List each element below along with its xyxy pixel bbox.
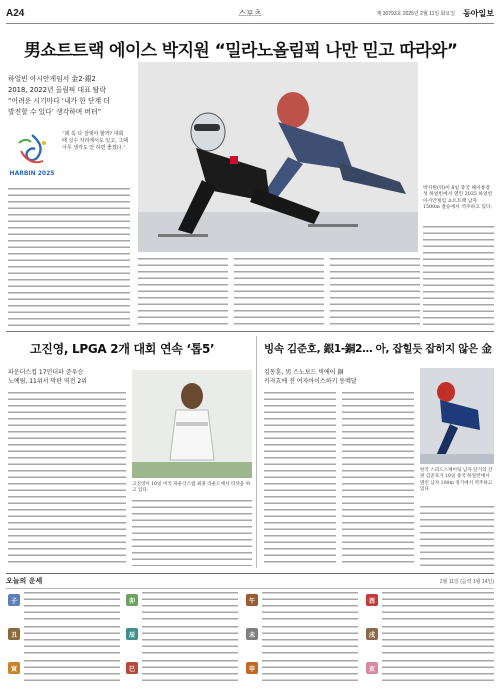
speed-body-col-2	[342, 392, 414, 566]
zodiac-dog-icon: 戌	[366, 628, 378, 640]
horoscope-text-12	[382, 660, 494, 686]
lpga-headline: 고진영, LPGA 2개 대회 연속 ‘톱5’	[30, 342, 215, 356]
horoscope-text-3	[24, 660, 120, 686]
main-headline: 男쇼트트랙 에이스 박지원 “밀라노올림픽 나만 믿고 따라와”	[24, 41, 458, 61]
pull-quote: “왜 꼭 다 잘돼야 할까? 대회 때 실수 자리에서도 있고, 그때 아무 생각도 안 하면 좋겠다.”	[62, 131, 128, 151]
horoscope-text-10	[382, 592, 494, 622]
emblem-text: HARBIN 2025	[9, 170, 55, 177]
subheads	[8, 74, 132, 118]
horoscope-text-9	[262, 660, 358, 686]
zodiac-rooster-icon: 酉	[366, 594, 378, 606]
kicker-line: 파운더스컵 17언더파 준우승	[8, 369, 84, 376]
speed-body-col-3	[420, 506, 494, 566]
lpga-photo-caption: 고진영이 10일 미국 파운더스컵 최종 라운드에서 티샷을 하고 있다.	[132, 482, 251, 494]
subhead-line: 발전할 수 있다’ 생각하며 버텨”	[8, 108, 102, 116]
main-photo-short-track	[138, 62, 418, 252]
masthead	[6, 3, 494, 24]
harbin-2025-emblem-icon	[9, 131, 55, 181]
zodiac-snake-icon: 巳	[126, 662, 138, 674]
speed-skating-kicker	[264, 368, 414, 386]
issue-info: 제 30793호 2025년 2월 11일 화요일	[376, 10, 456, 17]
speed-skater-illustration	[420, 368, 494, 464]
zodiac-ox-icon: 丑	[8, 628, 20, 640]
subhead-line: 하얼빈 아시안게임서 金2·銀2	[8, 75, 96, 83]
issue-info-group	[376, 8, 494, 19]
section-divider	[6, 331, 494, 332]
horoscope-text-8	[262, 626, 358, 656]
zodiac-rat-icon: 子	[8, 594, 20, 606]
lpga-body-col-1	[8, 392, 126, 566]
body-text-col-1	[8, 188, 130, 326]
speed-skating-photo	[420, 368, 494, 464]
kicker-line: 카자흐에 진 여자아이스하키 동메달	[264, 378, 357, 385]
horoscope-title: 오늘의 운세	[6, 577, 43, 585]
lpga-photo	[132, 370, 252, 478]
lpga-body-col-2	[132, 500, 252, 566]
lpga-kicker	[8, 368, 138, 386]
horoscope-date: 2월 11일 (음력 1월 14일)	[439, 578, 494, 585]
subhead-line: “어려운 시기마다 ‘내가 한 단계 더	[8, 97, 110, 105]
body-text-col-4	[330, 258, 420, 326]
zodiac-sheep-icon: 未	[246, 628, 258, 640]
zodiac-dragon-icon: 辰	[126, 628, 138, 640]
zodiac-pig-icon: 亥	[366, 662, 378, 674]
horoscope-text-2	[24, 626, 120, 656]
newspaper-logo: 동아일보	[463, 8, 494, 18]
horoscope-header	[6, 573, 494, 589]
horoscope-text-6	[142, 660, 238, 686]
speed-skating-headline: 빙속 김준호, 銀1-銅2… 아, 잡힐듯 잡히지 않은 金	[264, 343, 492, 355]
page-number: A24	[6, 7, 25, 19]
horoscope-text-1	[24, 592, 120, 622]
main-photo-caption: 박지원(뒤)이 8일 중국 헤이룽장성 하얼빈에서 열린 2025 하얼빈 아시안게임 쇼트트랙 남자 1500m 결승에서 역주하고 있다.	[423, 186, 493, 211]
body-text-col-3	[234, 258, 324, 326]
zodiac-horse-icon: 午	[246, 594, 258, 606]
subhead-line: 2018, 2022년 올림픽 대표 탈락	[8, 86, 106, 94]
column-divider	[256, 336, 257, 568]
skaters-illustration	[138, 62, 418, 252]
golfer-illustration	[132, 370, 252, 478]
zodiac-monkey-icon: 申	[246, 662, 258, 674]
body-text-col-2	[138, 258, 228, 326]
zodiac-tiger-icon: 寅	[8, 662, 20, 674]
speed-skating-photo-caption: 한국 스피드스케이팅 남자 단거리 간판 김준호가 10일 중국 하얼빈에서 열린 남자 100m 경기에서 역주하고 있다.	[420, 468, 493, 493]
body-text-col-5	[423, 226, 494, 326]
kicker-line: 노예림, 11위서 막판 역전 2위	[8, 378, 87, 385]
horoscope-text-7	[262, 592, 358, 622]
speed-body-col-1	[264, 392, 336, 566]
kicker-line: 김동훈, 男 스노보드 빅에어 銅	[264, 369, 344, 376]
horoscope-text-4	[142, 592, 238, 622]
horoscope-text-5	[142, 626, 238, 656]
section-name: 스포츠	[238, 8, 262, 18]
horoscope-text-11	[382, 626, 494, 656]
zodiac-rabbit-icon: 卯	[126, 594, 138, 606]
